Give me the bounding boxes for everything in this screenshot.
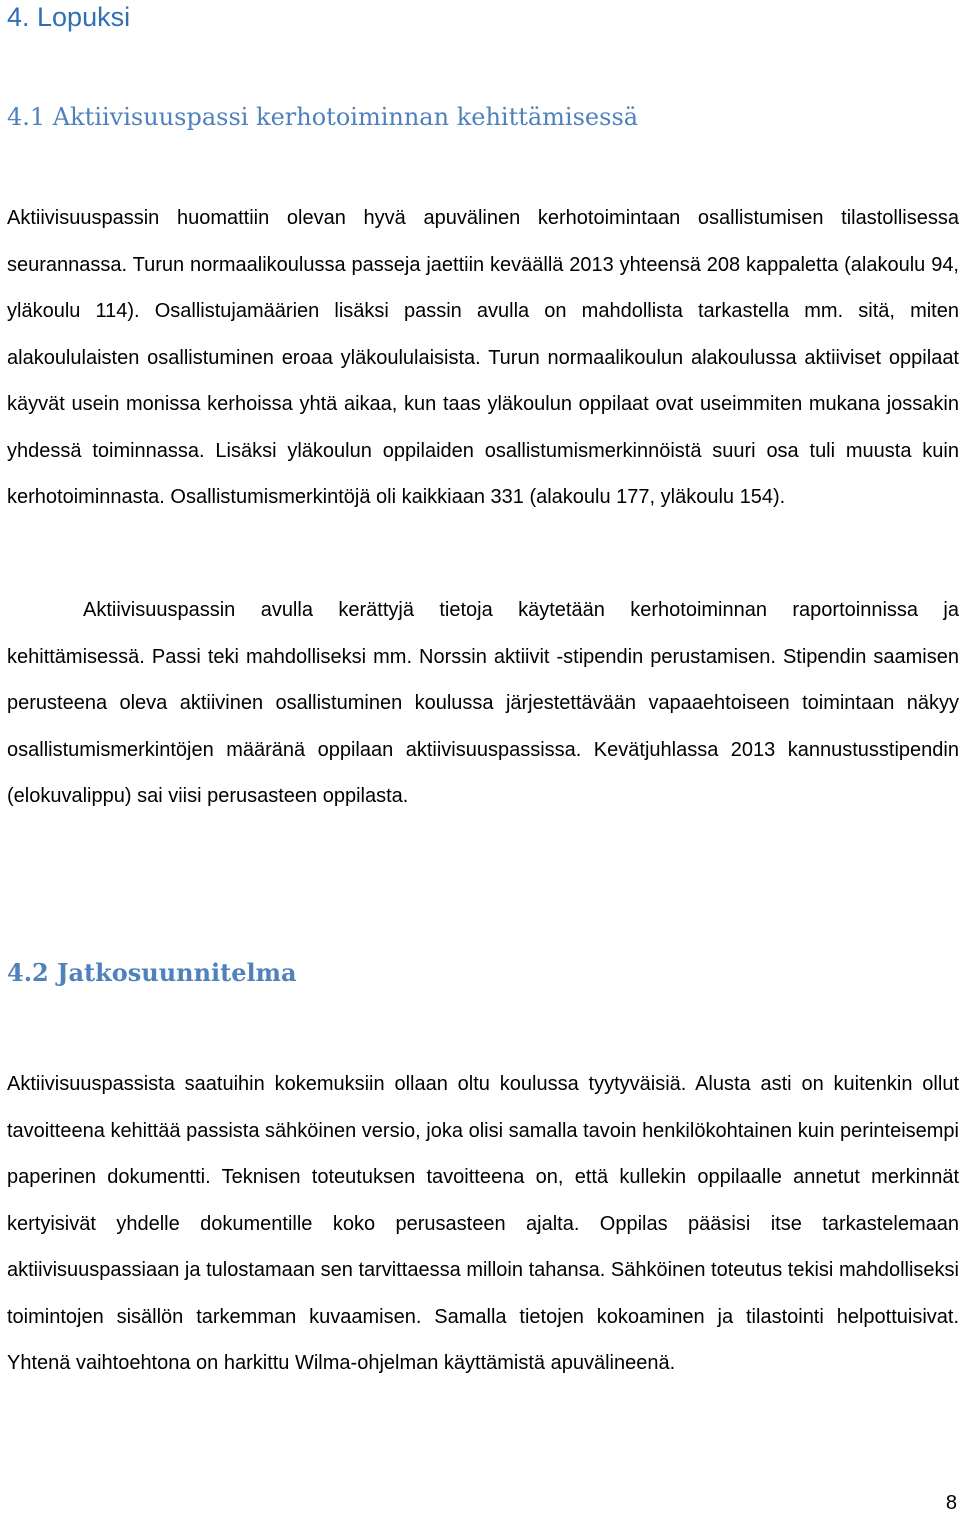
page-number: 8 — [945, 1492, 957, 1514]
section1-paragraph1: Aktiivisuuspassin huomattiin olevan hyvä apuvälinen kerhotoimintaan osallistumisen tilastollisessa seurannassa. Turun normaalikoulussa passeja jaettiin keväällä 2013 yhteensä 208 kappaletta (alakoulu 94, yläkoulu 114). Osallistujamäärien lisäksi passin avulla on mahdollista tarkastella mm. sitä, miten alakoululaisten osallistuminen eroaa yläkoululaisista. Turun normaalikoulun alakoulussa aktiiviset oppilaat käyvät usein monissa kerhoissa yhtä aikaa, kun taas yläkoulun oppilaat ovat useimmiten mukana jossakin yhdessä toiminnassa. Lisäksi yläkoulun oppilaiden osallistumismerkinnöistä suuri osa tuli muusta kuin kerhotoiminnasta. Osallistumismerkintöjä oli kaikkiaan 331 (alakoulu 177, yläkoulu 154). — [7, 207, 959, 508]
section-heading-jatkosuunnitelma: 4.2 Jatkosuunnitelma — [7, 958, 297, 987]
section-heading-aktiivisuuspassi: 4.1 Aktiivisuuspassi kerhotoiminnan kehittämisessä — [7, 103, 639, 131]
chapter-heading: 4. Lopuksi — [7, 2, 131, 32]
section2-paragraph1: Aktiivisuuspassista saatuihin kokemuksiin ollaan oltu koulussa tyytyväisiä. Alusta asti on kuitenkin ollut tavoitteena kehittää passista sähköinen versio, joka olisi samalla tavoin henkilökohtainen kuin perinteisempi paperinen dokumentti. Teknisen toteutuksen tavoitteena on, että kullekin oppilaalle annetut merkinnät kertyisivät yhdelle dokumentille koko perusasteen ajalta. Oppilas pääsisi itse tarkastelemaan aktiivisuuspassiaan ja tulostamaan sen tarvittaessa milloin tahansa. Sähköinen toteutus tekisi mahdolliseksi toimintojen sisällön tarkemman kuvaamisen. Samalla tietojen kokoaminen ja tilastointi helpottuisivat. Yhtenä vaihtoehtona on harkittu Wilma-ohjelman käyttämistä apuvälineenä. — [7, 1073, 959, 1374]
section1-paragraph2: Aktiivisuuspassin avulla kerättyjä tietoja käytetään kerhotoiminnan raportoinnissa ja kehittämisessä. Passi teki mahdolliseksi mm. Norssin aktiivit -stipendin perustamisen. Stipendin saamisen perusteena oleva aktiivinen osallistuminen koulussa järjestettävään vapaaehtoiseen toimintaan näkyy osallistumismerkintöjen määränä oppilaan aktiivisuuspassissa. Kevätjuhlassa 2013 kannustusstipendin (elokuvalippu) sai viisi perusasteen oppilasta. — [7, 599, 959, 807]
